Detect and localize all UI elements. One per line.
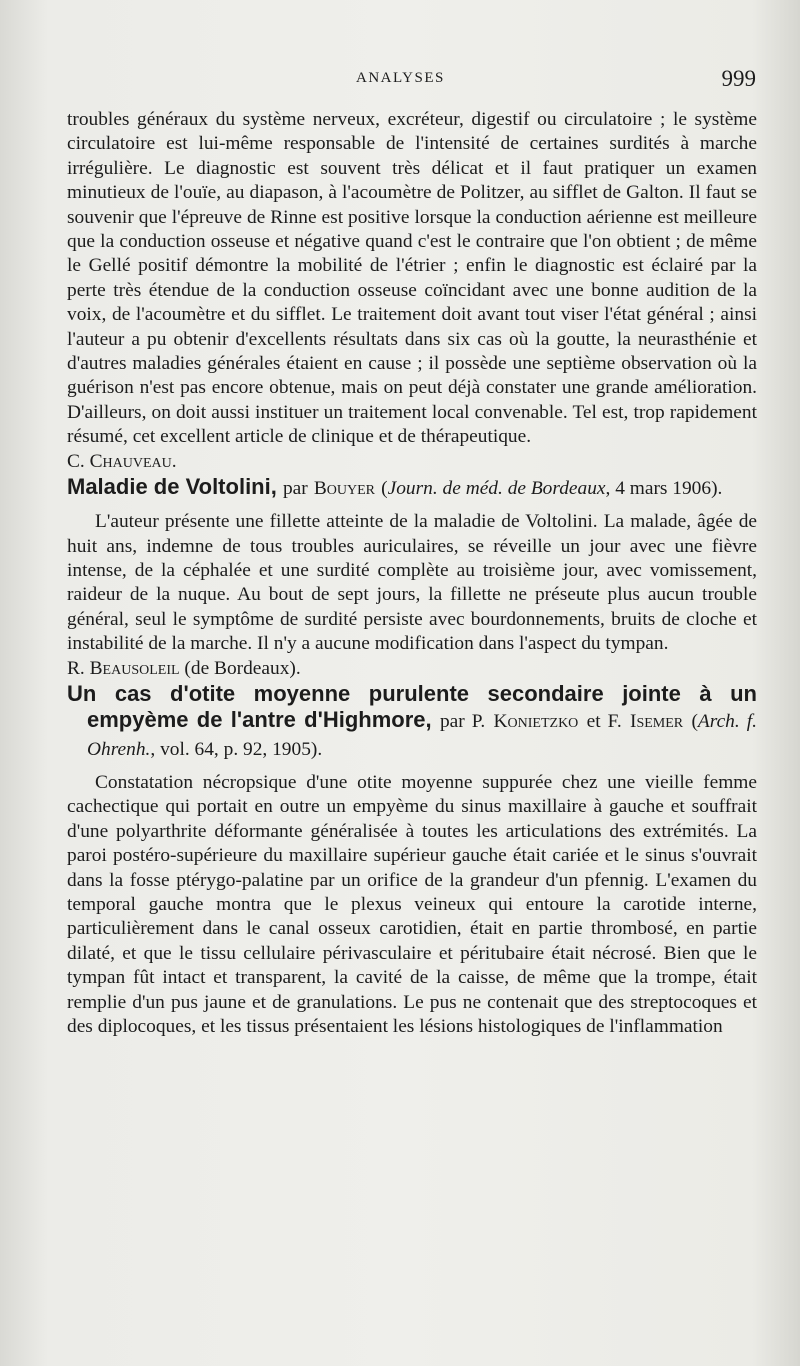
page-body — [67, 108, 757, 1039]
article3-title: Un cas d'otite moyenne purulente secondaire jointe à un empyème de l'antre d'Highmore, — [67, 680, 757, 732]
spacer — [67, 502, 757, 510]
article2-author: Bouyer — [313, 478, 376, 500]
page-number: 999 — [721, 66, 756, 91]
article2-title: Maladie de Voltolini, — [67, 474, 277, 500]
article3-heading — [67, 681, 757, 763]
article2-heading — [67, 474, 757, 502]
article2-signature-name: R. Beausoleil — [67, 657, 180, 679]
article1-body: troubles généraux du système nerveux, excréteur, digestif ou circulatoire ; le système circulatoire est lui-même responsable de l'intensité de certaines surdités à marche irrégulière. Le diagnostic est souvent très délicat et il faut pratiquer un examen minutieux de l'ouïe, au diapason, à l'acoumètre de Politzer, au sifflet de Galton. Il faut se souvenir que l'épreuve de Rinne est positive lorsque la conduction aérienne est meilleure que la conduction osseuse et négative quand c'est le contraire que l'on obtient ; de même le Gellé positif démontre la mobilité de l'étrier ; enfin le diagnostic est éclairé par la perte très étendue de la conduction osseuse coïncidant avec une bonne audition de la voix, de l'acoumètre et du sifflet. Le traitement doit avant tout viser l'état général ; ainsi l'auteur a pu obtenir d'excellents résultats dans six cas où la goutte, la neurasthénie et d'autres maladies générales étaient en cause ; il possède une septième observation où la guérison n'est pas encore obtenue, mais on peut déjà constater une grande amélioration. D'ailleurs, on doit aussi instituer un traitement local convenable. Tel est, trop rapidement résumé, cet excellent article de clinique et de thérapeutique. — [67, 109, 757, 448]
article2-par: par — [282, 478, 308, 500]
article3-source-rest: , vol. 64, p. 92, 1905). — [150, 738, 323, 760]
article3-et: et F. — [586, 710, 622, 732]
article3-source-open: ( — [691, 710, 698, 732]
article3-par: par P. — [439, 710, 486, 732]
article3-journal: Arch. f. Ohrenh. — [87, 710, 757, 760]
article1-signature-name: C. Chauveau. — [67, 450, 177, 472]
article3-body: Constatation nécropsique d'une otite moyenne suppurée chez une vieille femme cachectique qui portait en outre un empyème du sinus maxillaire à gauche et souffrait d'une polyarthrite déformante généralisée à toutes les articulations des extrémités. La paroi postéro-supérieure du maxillaire supérieur gauche était cariée et le sinus s'ouvrait dans la fosse ptérygo-palatine par un orifice de la grandeur d'un pfennig. L'examen du temporal gauche montra que le plexus veineux qui entoure la carotide interne, particulièrement dans le canal osseux carotidien, était en partie thrombosé, en partie dilaté, et que le tissu cellulaire périvasculaire et péritubaire était nécrosé. Bien que le tympan fût intact et transparent, la cavité de la caisse, de même que la trompe, était remplie d'un pus jaune et de granulations. Le pus ne contenait que des streptocoques et des diplocoques, et les tissus présentaient les lésions histologiques de l'inflammation — [67, 771, 757, 1037]
article3-author2: Isemer — [630, 710, 684, 732]
article2-signature-place: (de Bordeaux). — [184, 657, 301, 679]
spacer — [67, 763, 757, 771]
page-header — [0, 66, 800, 96]
article2-source-open: ( — [381, 478, 388, 500]
article2-source-date: , 4 mars 1906). — [605, 478, 723, 500]
running-head: ANALYSES — [356, 70, 445, 86]
article2-signature — [67, 657, 757, 681]
article2-journal: Journ. de méd. de Bordeaux — [387, 478, 606, 500]
article3-author1: Konietzko — [493, 710, 579, 732]
article1-signature — [67, 450, 757, 474]
article2-body: L'auteur présente une fillette atteinte de la maladie de Voltolini. La malade, âgée de huit ans, indemne de tous troubles auriculaires, se réveille un jour avec une fièvre intense, de la céphalée et une surdité complète au troisième jour, avec vomissement, raideur de la nuque. Au bout de sept jours, la fillette ne préseute plus aucun trouble général, seul le symptôme de surdité persiste avec bourdonnements, bruits de cloche et instabilité de la marche. Il n'y a aucune modification dans l'aspect du tympan. — [67, 511, 757, 655]
